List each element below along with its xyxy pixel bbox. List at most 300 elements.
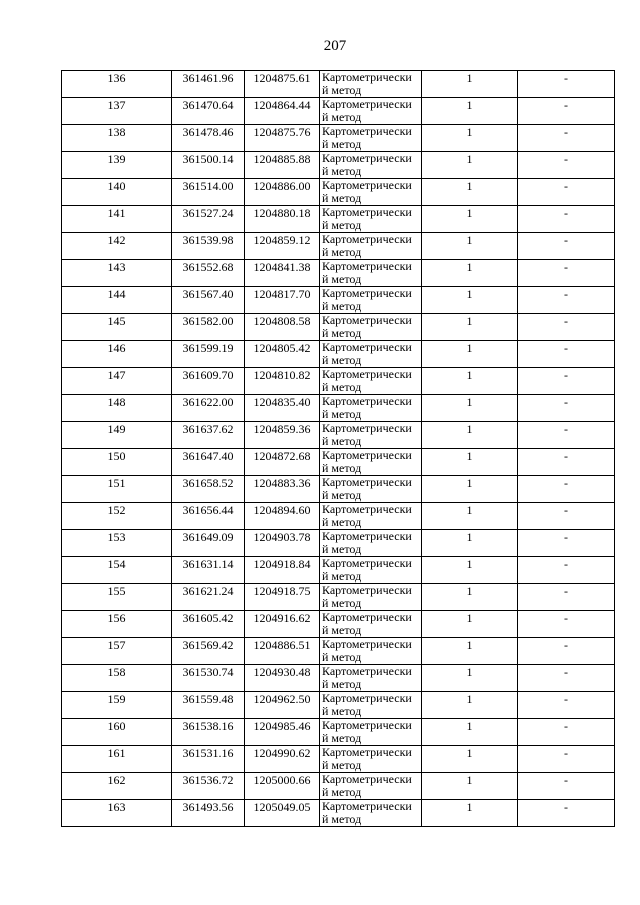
method-cell [320,71,422,98]
table-row [62,557,615,584]
method-cell-text: Картометрически й метод [322,259,412,286]
method-cell-text: Картометрически й метод [322,151,412,178]
accuracy-cell-text: 1 [466,638,473,652]
y-coordinate-cell-text: 1204894.60 [253,503,311,517]
y-coordinate-cell [245,125,320,152]
accuracy-cell-text: 1 [466,557,473,571]
table-row [62,206,615,233]
accuracy-cell-text: 1 [466,665,473,679]
x-coordinate-cell [172,476,245,503]
y-coordinate-cell-text: 1204859.36 [253,422,311,436]
table-row [62,719,615,746]
y-coordinate-cell [245,260,320,287]
x-coordinate-cell-text: 361493.56 [182,800,234,814]
method-cell [320,638,422,665]
table-row [62,611,615,638]
method-cell-text: Картометрически й метод [322,610,412,637]
y-coordinate-cell-text: 1204859.12 [253,233,311,247]
y-coordinate-cell-text: 1204875.61 [253,71,311,85]
point-number-cell [62,476,172,503]
x-coordinate-cell-text: 361559.48 [182,692,234,706]
x-coordinate-cell-text: 361599.19 [182,341,234,355]
y-coordinate-cell-text: 1204864.44 [253,98,311,112]
y-coordinate-cell [245,287,320,314]
method-cell-text: Картометрически й метод [322,394,412,421]
table-row [62,179,615,206]
x-coordinate-cell [172,800,245,827]
y-coordinate-cell-text: 1204872.68 [253,449,311,463]
x-coordinate-cell [172,530,245,557]
accuracy-cell-text: 1 [466,719,473,733]
method-cell [320,341,422,368]
accuracy-cell-text: 1 [466,287,473,301]
note-cell [518,449,615,476]
note-cell-text: - [564,98,568,112]
note-cell-text: - [564,638,568,652]
x-coordinate-cell [172,233,245,260]
table-row [62,314,615,341]
y-coordinate-cell-text: 1204875.76 [253,125,311,139]
method-cell-text: Картометрически й метод [322,691,412,718]
x-coordinate-cell-text: 361582.00 [182,314,234,328]
method-cell-text: Картометрически й метод [322,772,412,799]
y-coordinate-cell-text: 1204841.38 [253,260,311,274]
point-number-cell-text: 160 [107,719,126,733]
x-coordinate-cell-text: 361567.40 [182,287,234,301]
x-coordinate-cell [172,260,245,287]
point-number-cell [62,638,172,665]
x-coordinate-cell-text: 361514.00 [182,179,234,193]
note-cell [518,503,615,530]
y-coordinate-cell [245,638,320,665]
accuracy-cell [422,206,518,233]
point-number-cell [62,314,172,341]
x-coordinate-cell-text: 361552.68 [182,260,234,274]
y-coordinate-cell [245,341,320,368]
accuracy-cell-text: 1 [466,530,473,544]
accuracy-cell-text: 1 [466,233,473,247]
accuracy-cell-text: 1 [466,503,473,517]
accuracy-cell-text: 1 [466,179,473,193]
y-coordinate-cell [245,71,320,98]
accuracy-cell [422,395,518,422]
note-cell [518,692,615,719]
method-cell [320,287,422,314]
table-row [62,368,615,395]
point-number-cell-text: 162 [107,773,126,787]
x-coordinate-cell [172,773,245,800]
note-cell-text: - [564,422,568,436]
accuracy-cell [422,179,518,206]
point-number-cell-text: 151 [107,476,126,490]
method-cell [320,584,422,611]
note-cell [518,368,615,395]
point-number-cell-text: 157 [107,638,126,652]
point-number-cell [62,692,172,719]
method-cell-text: Картометрически й метод [322,502,412,529]
table-row [62,665,615,692]
method-cell-text: Картометрически й метод [322,70,412,97]
method-cell-text: Картометрически й метод [322,664,412,691]
accuracy-cell-text: 1 [466,611,473,625]
accuracy-cell [422,152,518,179]
table-row [62,395,615,422]
table-row [62,800,615,827]
note-cell-text: - [564,719,568,733]
note-cell [518,422,615,449]
note-cell [518,584,615,611]
x-coordinate-cell-text: 361658.52 [182,476,234,490]
method-cell-text: Картометрически й метод [322,799,412,826]
y-coordinate-cell-text: 1204885.88 [253,152,311,166]
note-cell-text: - [564,611,568,625]
note-cell [518,71,615,98]
method-cell [320,206,422,233]
accuracy-cell-text: 1 [466,152,473,166]
method-cell [320,746,422,773]
note-cell-text: - [564,233,568,247]
y-coordinate-cell [245,530,320,557]
note-cell [518,746,615,773]
note-cell-text: - [564,314,568,328]
accuracy-cell-text: 1 [466,476,473,490]
x-coordinate-cell-text: 361538.16 [182,719,234,733]
note-cell [518,476,615,503]
y-coordinate-cell [245,800,320,827]
method-cell [320,233,422,260]
method-cell-text: Картометрически й метод [322,718,412,745]
x-coordinate-cell [172,98,245,125]
note-cell-text: - [564,584,568,598]
method-cell-text: Картометрически й метод [322,475,412,502]
y-coordinate-cell-text: 1204810.82 [253,368,311,382]
note-cell [518,314,615,341]
x-coordinate-cell-text: 361500.14 [182,152,234,166]
method-cell-text: Картометрически й метод [322,286,412,313]
note-cell-text: - [564,773,568,787]
point-number-cell-text: 136 [107,71,126,85]
accuracy-cell-text: 1 [466,260,473,274]
x-coordinate-cell-text: 361478.46 [182,125,234,139]
x-coordinate-cell [172,206,245,233]
table-row [62,125,615,152]
x-coordinate-cell-text: 361527.24 [182,206,234,220]
method-cell [320,152,422,179]
method-cell [320,449,422,476]
y-coordinate-cell [245,98,320,125]
x-coordinate-cell-text: 361605.42 [182,611,234,625]
table-row [62,233,615,260]
point-number-cell-text: 150 [107,449,126,463]
accuracy-cell [422,719,518,746]
note-cell-text: - [564,800,568,814]
y-coordinate-cell-text: 1205000.66 [253,773,311,787]
accuracy-cell [422,125,518,152]
accuracy-cell-text: 1 [466,395,473,409]
accuracy-cell-text: 1 [466,692,473,706]
method-cell-text: Картометрически й метод [322,97,412,124]
note-cell [518,773,615,800]
note-cell [518,557,615,584]
note-cell [518,179,615,206]
accuracy-cell-text: 1 [466,341,473,355]
note-cell [518,665,615,692]
x-coordinate-cell [172,179,245,206]
accuracy-cell [422,503,518,530]
note-cell [518,800,615,827]
table-row [62,152,615,179]
x-coordinate-cell-text: 361470.64 [182,98,234,112]
method-cell-text: Картометрически й метод [322,448,412,475]
note-cell-text: - [564,557,568,571]
accuracy-cell-text: 1 [466,71,473,85]
method-cell [320,773,422,800]
table-row [62,773,615,800]
point-number-cell [62,341,172,368]
x-coordinate-cell [172,665,245,692]
point-number-cell [62,368,172,395]
method-cell [320,476,422,503]
accuracy-cell-text: 1 [466,368,473,382]
point-number-cell-text: 155 [107,584,126,598]
x-coordinate-cell-text: 361530.74 [182,665,234,679]
note-cell-text: - [564,692,568,706]
y-coordinate-cell-text: 1204883.36 [253,476,311,490]
method-cell [320,98,422,125]
y-coordinate-cell [245,773,320,800]
note-cell-text: - [564,503,568,517]
note-cell-text: - [564,341,568,355]
accuracy-cell [422,692,518,719]
y-coordinate-cell [245,422,320,449]
point-number-cell-text: 154 [107,557,126,571]
note-cell-text: - [564,368,568,382]
method-cell-text: Картометрически й метод [322,637,412,664]
x-coordinate-cell [172,638,245,665]
page-number: 207 [323,38,347,54]
x-coordinate-cell-text: 361531.16 [182,746,234,760]
table-row [62,98,615,125]
note-cell [518,98,615,125]
point-number-cell [62,719,172,746]
accuracy-cell-text: 1 [466,422,473,436]
method-cell-text: Картометрически й метод [322,205,412,232]
accuracy-cell-text: 1 [466,449,473,463]
method-cell [320,692,422,719]
accuracy-cell [422,800,518,827]
y-coordinate-cell [245,584,320,611]
note-cell-text: - [564,287,568,301]
accuracy-cell [422,746,518,773]
x-coordinate-cell [172,449,245,476]
table-row [62,746,615,773]
x-coordinate-cell-text: 361461.96 [182,71,234,85]
accuracy-cell [422,368,518,395]
accuracy-cell [422,233,518,260]
method-cell-text: Картометрически й метод [322,421,412,448]
point-number-cell-text: 159 [107,692,126,706]
point-number-cell [62,125,172,152]
x-coordinate-cell-text: 361621.24 [182,584,234,598]
x-coordinate-cell [172,314,245,341]
y-coordinate-cell [245,611,320,638]
method-cell [320,260,422,287]
method-cell [320,314,422,341]
method-cell-text: Картометрически й метод [322,124,412,151]
point-number-cell-text: 147 [107,368,126,382]
accuracy-cell [422,665,518,692]
method-cell [320,179,422,206]
point-number-cell [62,422,172,449]
method-cell [320,719,422,746]
accuracy-cell-text: 1 [466,773,473,787]
y-coordinate-cell [245,719,320,746]
accuracy-cell [422,638,518,665]
point-number-cell [62,503,172,530]
accuracy-cell [422,476,518,503]
y-coordinate-cell-text: 1204805.42 [253,341,311,355]
y-coordinate-cell [245,692,320,719]
note-cell [518,152,615,179]
y-coordinate-cell [245,314,320,341]
y-coordinate-cell [245,368,320,395]
accuracy-cell [422,98,518,125]
x-coordinate-cell-text: 361631.14 [182,557,234,571]
y-coordinate-cell [245,233,320,260]
note-cell [518,395,615,422]
y-coordinate-cell-text: 1204886.51 [253,638,311,652]
y-coordinate-cell-text: 1205049.05 [253,800,311,814]
x-coordinate-cell [172,287,245,314]
note-cell-text: - [564,152,568,166]
note-cell [518,611,615,638]
y-coordinate-cell [245,665,320,692]
x-coordinate-cell [172,341,245,368]
y-coordinate-cell-text: 1204918.84 [253,557,311,571]
point-number-cell-text: 140 [107,179,126,193]
method-cell-text: Картометрически й метод [322,556,412,583]
point-number-cell [62,152,172,179]
x-coordinate-cell-text: 361539.98 [182,233,234,247]
note-cell [518,125,615,152]
method-cell [320,125,422,152]
x-coordinate-cell-text: 361536.72 [182,773,234,787]
note-cell [518,287,615,314]
y-coordinate-cell-text: 1204985.46 [253,719,311,733]
y-coordinate-cell [245,395,320,422]
method-cell [320,665,422,692]
x-coordinate-cell [172,719,245,746]
point-number-cell-text: 156 [107,611,126,625]
method-cell-text: Картометрически й метод [322,232,412,259]
y-coordinate-cell-text: 1204903.78 [253,530,311,544]
note-cell-text: - [564,395,568,409]
point-number-cell [62,530,172,557]
x-coordinate-cell-text: 361647.40 [182,449,234,463]
note-cell-text: - [564,530,568,544]
note-cell [518,341,615,368]
point-number-cell-text: 138 [107,125,126,139]
y-coordinate-cell [245,503,320,530]
point-number-cell-text: 158 [107,665,126,679]
point-number-cell [62,746,172,773]
accuracy-cell-text: 1 [466,98,473,112]
point-number-cell-text: 142 [107,233,126,247]
x-coordinate-cell [172,368,245,395]
x-coordinate-cell [172,152,245,179]
point-number-cell [62,71,172,98]
note-cell-text: - [564,449,568,463]
accuracy-cell [422,449,518,476]
note-cell [518,719,615,746]
point-number-cell-text: 153 [107,530,126,544]
method-cell [320,368,422,395]
y-coordinate-cell-text: 1204916.62 [253,611,311,625]
method-cell-text: Картометрически й метод [322,340,412,367]
x-coordinate-cell [172,125,245,152]
point-number-cell-text: 137 [107,98,126,112]
table-row [62,287,615,314]
point-number-cell [62,449,172,476]
note-cell-text: - [564,206,568,220]
point-number-cell-text: 143 [107,260,126,274]
y-coordinate-cell [245,179,320,206]
method-cell [320,503,422,530]
point-number-cell-text: 163 [107,800,126,814]
x-coordinate-cell-text: 361637.62 [182,422,234,436]
method-cell [320,800,422,827]
accuracy-cell [422,773,518,800]
method-cell [320,557,422,584]
y-coordinate-cell-text: 1204835.40 [253,395,311,409]
coordinates-table [61,70,615,827]
point-number-cell-text: 145 [107,314,126,328]
point-number-cell [62,260,172,287]
method-cell-text: Картометрически й метод [322,313,412,340]
accuracy-cell-text: 1 [466,125,473,139]
point-number-cell-text: 146 [107,341,126,355]
accuracy-cell [422,557,518,584]
table-row [62,422,615,449]
accuracy-cell [422,71,518,98]
point-number-cell-text: 149 [107,422,126,436]
note-cell-text: - [564,125,568,139]
y-coordinate-cell-text: 1204886.00 [253,179,311,193]
point-number-cell-text: 141 [107,206,126,220]
note-cell [518,638,615,665]
accuracy-cell [422,611,518,638]
table-row [62,476,615,503]
accuracy-cell-text: 1 [466,206,473,220]
x-coordinate-cell [172,557,245,584]
note-cell-text: - [564,179,568,193]
note-cell [518,260,615,287]
y-coordinate-cell [245,746,320,773]
accuracy-cell [422,341,518,368]
point-number-cell [62,557,172,584]
method-cell [320,530,422,557]
note-cell [518,233,615,260]
x-coordinate-cell-text: 361656.44 [182,503,234,517]
point-number-cell [62,800,172,827]
y-coordinate-cell-text: 1204880.18 [253,206,311,220]
x-coordinate-cell [172,692,245,719]
point-number-cell-text: 152 [107,503,126,517]
table-row [62,71,615,98]
accuracy-cell-text: 1 [466,746,473,760]
table-row [62,530,615,557]
point-number-cell [62,179,172,206]
